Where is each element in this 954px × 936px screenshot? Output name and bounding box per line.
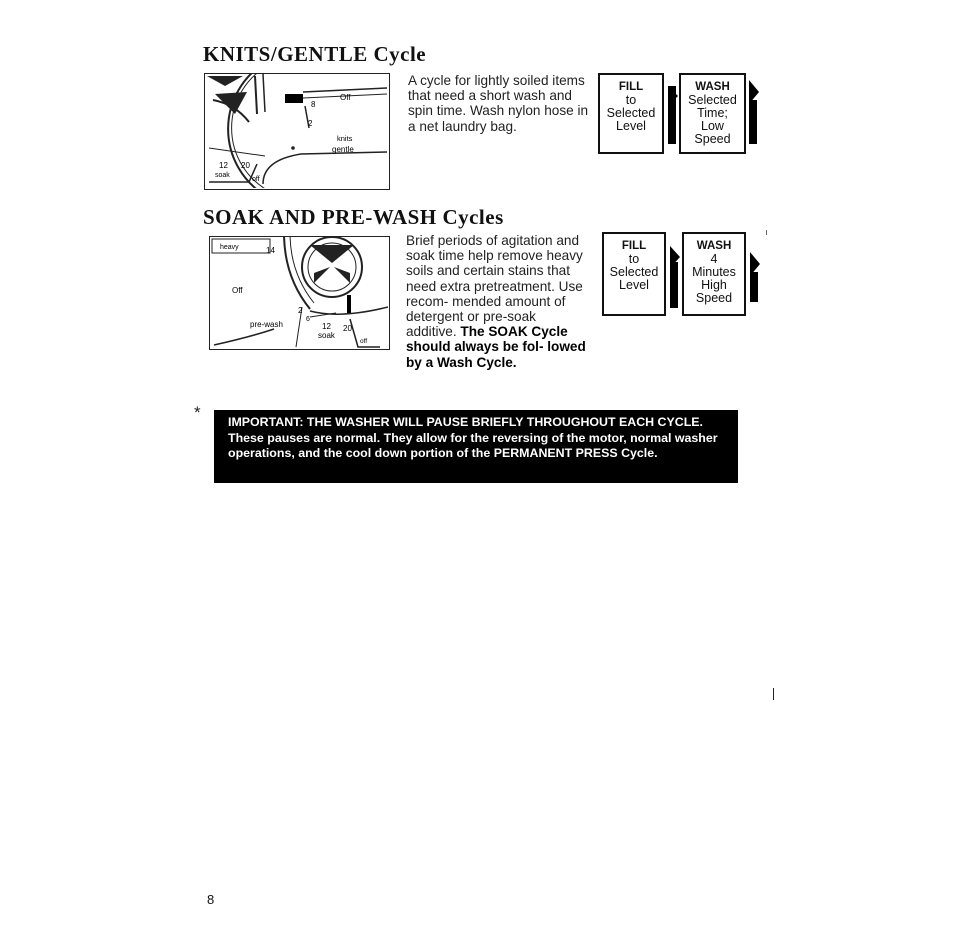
- wash-box-heading: WASH: [696, 240, 732, 252]
- wash-box-line: Selected: [688, 93, 737, 107]
- wash-box-line: Speed: [695, 291, 733, 305]
- knits-dial-8: 8: [311, 100, 316, 109]
- wash-box-line: Time;: [697, 106, 728, 120]
- soak-dial-prewash: pre-wash: [250, 320, 283, 329]
- soak-description-text: Brief periods of agitation and soak time help remove heavy soils and certain stains that need extra pretreatment. Use recom- mended amount of detergent or pre-soak additive.: [406, 233, 583, 340]
- soak-wash-progress-bar: [750, 272, 758, 302]
- knits-dial-illustration: [204, 73, 390, 190]
- soak-dial-off: Off: [232, 286, 243, 295]
- soak-dial-12: 12: [322, 322, 331, 331]
- soak-dial-illustration: [209, 236, 390, 350]
- soak-fill-box: [602, 232, 666, 316]
- fill-box-line: Level: [616, 119, 646, 133]
- fill-box-line: Selected: [609, 265, 659, 279]
- fill-box-line: Level: [619, 278, 649, 292]
- wash-box-line: 4: [710, 252, 718, 266]
- fill-box-line: to: [628, 252, 640, 266]
- wash-box-line: Speed: [694, 132, 731, 146]
- fill-box-line: to: [625, 93, 637, 107]
- page-number: 8: [207, 892, 215, 907]
- soak-dial-2: 2: [298, 306, 303, 315]
- fill-box-heading: FILL: [621, 240, 647, 252]
- knits-dial-knits: knits: [337, 134, 353, 143]
- knits-dial-off: Off: [340, 93, 351, 102]
- knits-dial-off2: off: [252, 176, 260, 183]
- fill-box-line: Selected: [606, 106, 656, 120]
- knits-wash-box: [679, 73, 746, 154]
- stray-mark: [773, 688, 774, 700]
- knits-dial-soak: soak: [215, 172, 230, 179]
- knits-dial-gentle: gentle: [332, 145, 354, 154]
- soak-prewash-title: SOAK AND PRE-WASH Cycles: [203, 205, 504, 229]
- soak-dial-20: 20: [343, 324, 352, 333]
- soak-dial-soak: soak: [318, 331, 335, 340]
- soak-dial-6: 6: [306, 316, 310, 323]
- wash-box-line: High: [701, 278, 727, 292]
- knits-description: A cycle for lightly soiled items that need a short wash and spin time. Wash nylon hose in a net laundry bag.: [408, 73, 589, 134]
- soak-dial-off2: off: [360, 338, 368, 345]
- knits-gentle-title: KNITS/GENTLE Cycle: [203, 42, 427, 66]
- knits-wash-arrow-icon: [749, 80, 761, 104]
- wash-box-heading: WASH: [695, 81, 730, 93]
- knits-fill-box: [598, 73, 664, 154]
- soak-fill-progress-bar: [670, 262, 678, 308]
- knits-dial-12: 12: [219, 161, 228, 170]
- soak-fill-arrow-icon: [670, 246, 682, 268]
- important-notice: IMPORTANT: THE WASHER WILL PAUSE BRIEFLY THROUGHOUT EACH CYCLE. These pauses are normal. They allow for the reversing of the motor, normal washer operations, and the cool down portion of the PERMANENT PRESS Cycle.: [214, 410, 738, 483]
- fill-box-heading: FILL: [618, 81, 644, 93]
- wash-box-line: Minutes: [692, 265, 736, 279]
- soak-wash-box: [682, 232, 746, 316]
- soak-description: [406, 233, 590, 370]
- soak-wash-arrow-icon: [750, 252, 762, 276]
- soak-dial-14: 14: [266, 246, 275, 255]
- wash-box-line: Low: [701, 119, 724, 133]
- stray-mark: [766, 230, 767, 235]
- soak-description-bold: The SOAK Cycle should always be fol- lowed by a Wash Cycle.: [406, 324, 586, 370]
- knits-wash-progress-bar: [749, 100, 757, 144]
- knits-dial-svg: [205, 74, 388, 188]
- knits-dial-20: 20: [241, 161, 250, 170]
- asterisk-marker-icon: *: [194, 403, 201, 422]
- soak-dial-heavy: heavy: [220, 244, 239, 251]
- knits-dial-2: 2: [308, 119, 313, 128]
- soak-dial-svg: [210, 237, 388, 348]
